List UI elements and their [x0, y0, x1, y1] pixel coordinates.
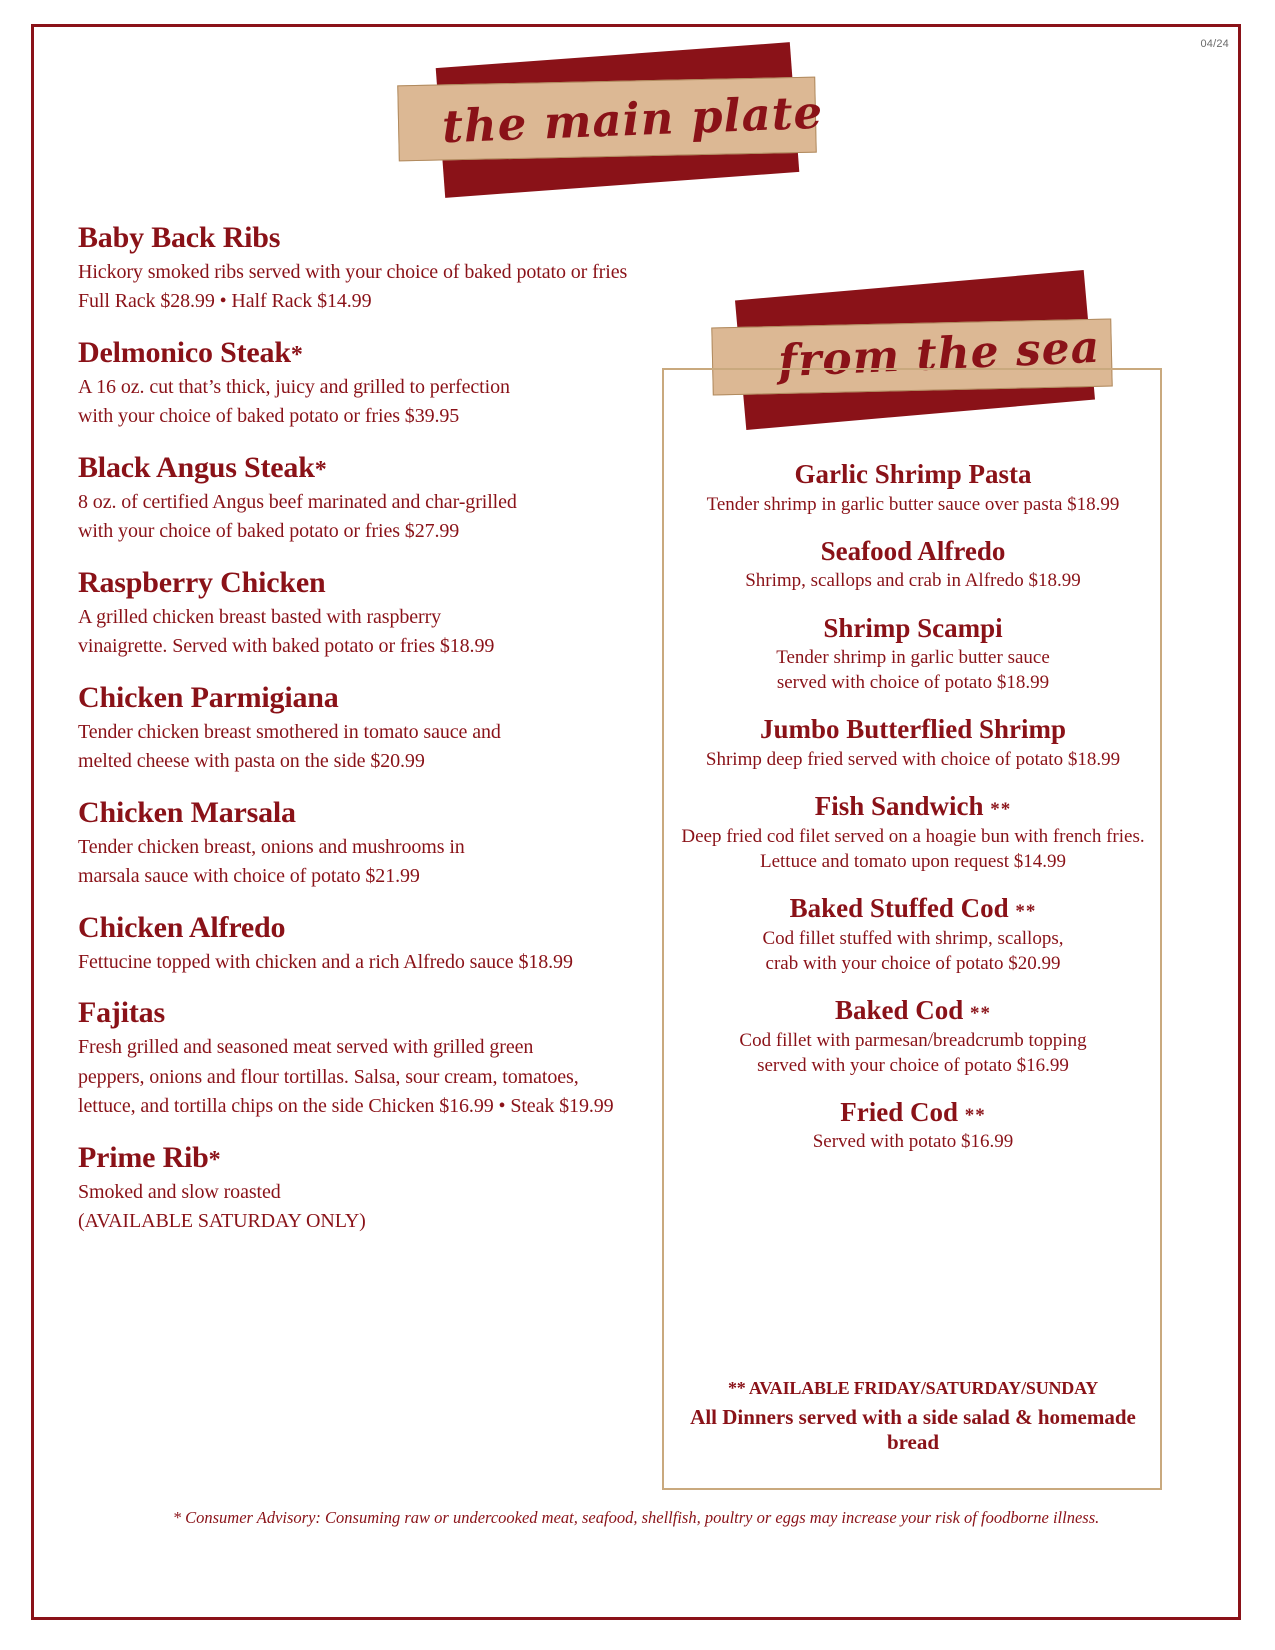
item-name: Garlic Shrimp Pasta	[794, 459, 1032, 489]
item-description: A grilled chicken breast basted with raspberry vinaigrette. Served with baked potato or fries $18.99	[78, 605, 495, 658]
menu-item	[668, 894, 1158, 976]
item-name: Seafood Alfredo	[820, 535, 1006, 566]
item-star: *	[290, 341, 303, 368]
item-star: **	[1015, 900, 1037, 922]
item-description: Tender chicken breast smothered in tomato sauce and melted cheese with pasta on the side $20.99	[78, 720, 501, 773]
date-code: 04/24	[1200, 38, 1229, 50]
item-star: **	[964, 1104, 986, 1126]
menu-item	[668, 537, 1158, 594]
item-name: Fried Cod **	[840, 1096, 986, 1127]
menu-item	[668, 614, 1158, 696]
item-name: Chicken Alfredo	[78, 910, 286, 944]
from-the-sea-footnotes	[668, 1378, 1158, 1455]
menu-item	[668, 715, 1158, 772]
item-name: Chicken Marsala	[78, 795, 296, 829]
item-description: Shrimp, scallops and crab in Alfredo $18.99	[745, 570, 1081, 592]
availability-note: ** AVAILABLE FRIDAY/SATURDAY/SUNDAY	[727, 1378, 1099, 1398]
item-name: Jumbo Butterflied Shrimp	[759, 714, 1067, 745]
item-star: *	[208, 1146, 221, 1173]
menu-item	[78, 797, 648, 892]
banner-main-title: the main plate	[441, 85, 825, 154]
item-star: **	[970, 1002, 992, 1024]
item-name: Shrimp Scampi	[823, 612, 1003, 643]
item-name: Black Angus Steak*	[78, 450, 327, 484]
item-description: Cod fillet with parmesan/breadcrumb topping served with your choice of potato $16.99	[739, 1029, 1087, 1076]
menu-item	[78, 452, 648, 547]
banner-sea-title: from the sea	[777, 321, 1102, 388]
item-description: Smoked and slow roasted (AVAILABLE SATURDAY ONLY)	[78, 1180, 366, 1233]
menu-item	[78, 337, 648, 432]
item-name: Fish Sandwich **	[814, 791, 1012, 822]
item-name: Chicken Parmigiana	[78, 680, 339, 714]
menu-item	[78, 682, 648, 777]
item-name: Baked Cod **	[834, 994, 992, 1025]
item-name: Baked Stuffed Cod **	[789, 892, 1037, 923]
from-the-sea-list	[668, 460, 1158, 1174]
item-description: Fresh grilled and seasoned meat served with grilled green peppers, onions and flour tortillas. Salsa, sour cream, tomatoes, lettuce, and tortilla chips on the side Chicken $16.99 • Steak $19.99	[78, 1036, 614, 1118]
advisory-divider	[34, 1490, 1238, 1491]
item-star: *	[314, 456, 327, 483]
menu-item	[78, 567, 648, 662]
menu-item	[668, 1098, 1158, 1155]
menu-item	[78, 912, 648, 977]
menu-item	[78, 997, 648, 1122]
main-plate-list	[78, 222, 648, 1257]
consumer-advisory: * Consumer Advisory: Consuming raw or undercooked meat, seafood, shellfish, poultry or eggs may increase your risk of foodborne illness.	[172, 1508, 1100, 1527]
item-name: Raspberry Chicken	[78, 565, 326, 599]
item-name: Baby Back Ribs	[78, 221, 281, 254]
item-description: Tender chicken breast, onions and mushrooms in marsala sauce with choice of potato $21.99	[78, 835, 465, 888]
item-description: Hickory smoked ribs served with your choice of baked potato or fries Full Rack $28.99 • Half Rack $14.99	[78, 260, 628, 313]
item-description: Fettucine topped with chicken and a rich Alfredo sauce $18.99	[78, 950, 573, 973]
item-description: Served with potato $16.99	[812, 1131, 1014, 1153]
menu-item	[668, 460, 1158, 517]
included-note: All Dinners served with a side salad & homemade bread	[690, 1405, 1136, 1454]
item-description: Deep fried cod filet served on a hoagie bun with french fries. Lettuce and tomato upon request $14.99	[681, 825, 1145, 872]
item-description: A 16 oz. cut that’s thick, juicy and grilled to perfection with your choice of baked potato or fries $39.95	[78, 375, 510, 428]
menu-item	[668, 996, 1158, 1078]
item-description: Tender shrimp in garlic butter sauce served with choice of potato $18.99	[776, 647, 1050, 694]
item-description: 8 oz. of certified Angus beef marinated and char-grilled with your choice of baked potato or fries $27.99	[78, 490, 517, 543]
item-name: Fajitas	[78, 996, 165, 1030]
banner-main-plate	[398, 55, 828, 195]
menu-item	[668, 792, 1158, 874]
item-name: Delmonico Steak*	[78, 335, 303, 369]
item-description: Tender shrimp in garlic butter sauce over pasta $18.99	[706, 493, 1120, 515]
item-description: Shrimp deep fried served with choice of potato $18.99	[705, 749, 1121, 771]
item-name: Prime Rib*	[78, 1140, 221, 1174]
item-star: **	[990, 799, 1012, 821]
menu-item	[78, 1142, 648, 1237]
item-description: Cod fillet stuffed with shrimp, scallops, crab with your choice of potato $20.99	[762, 927, 1064, 974]
menu-item	[78, 222, 648, 317]
